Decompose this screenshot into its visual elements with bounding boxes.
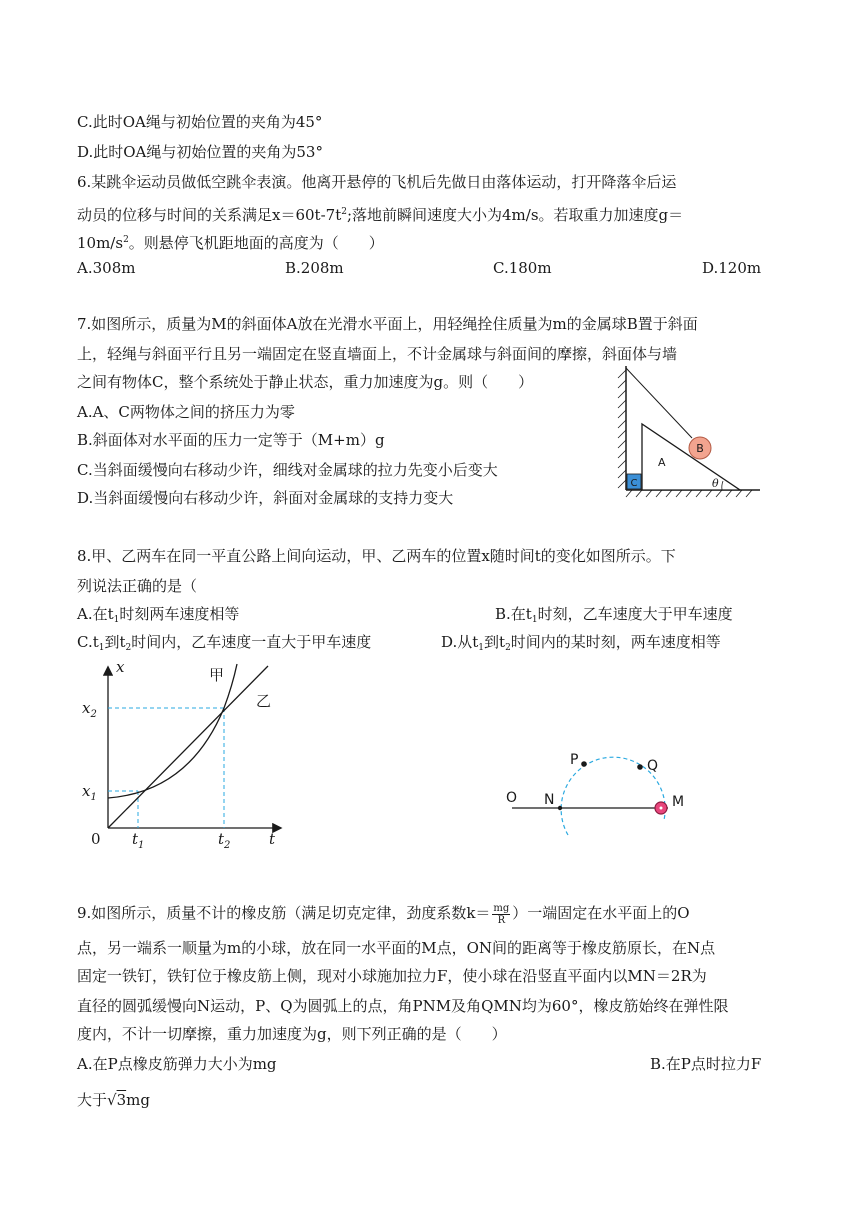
q9-stem-line1: 9.如图所示，质量不计的橡皮筋（满足切克定律，劲度系数k＝ $\frac{mg}{R}$ ）一端固定在水平面上的O [77,902,690,926]
curve-yi [108,666,268,828]
xt-graph [80,656,290,850]
q9-option-b-line1: B.在P点时拉力F [650,1055,762,1073]
point-p [581,761,587,767]
svg-text:B: B [696,442,704,455]
q9-stem-line2: 点，另一端系一顺量为m的小球，放在同一水平面的M点，ON间的距离等于橡皮筋原长，在N点 [77,939,716,957]
q9-stem-line3: 固定一铁钉，铁钉位于橡皮筋上侧，现对小球施加拉力F，使小球在沿竖直平面内以MN＝2R为 [77,967,707,985]
q5-option-c: C.此时OA绳与初始位置的夹角为45° [77,113,323,131]
q6-stem-line1: 6.某跳伞运动员做低空跳伞表演。他离开悬停的飞机后先做日由落体运动，打开降落伞后运 [77,173,677,191]
q6-option-a: A.308m [77,259,136,277]
q9-stem-line5: 度内，不计一切摩擦，重力加速度为g，则下列正确的是（ ） [77,1025,507,1043]
q5-option-d: D.此时OA绳与初始位置的夹角为53° [77,143,323,161]
q9-option-b-line2: 大于√3mg [77,1091,150,1109]
q9-option-a: A.在P点橡皮筋弹力大小为mg [77,1055,277,1073]
q7-option-c: C.当斜面缓慢向右移动少许，细线对金属球的拉力先变小后变大 [77,461,498,479]
q8-option-b: B.在$t_1$时刻，乙车速度大于甲车速度 [495,605,733,625]
q8-stem-line1: 8.甲、乙两车在同一平直公路上间向运动，甲、乙两车的位置x随时间t的变化如图所示。下 [77,547,676,565]
svg-text:0: 0 [91,830,101,848]
q8-option-d: D.从$t_1$到$t_2$时间内的某时刻，两车速度相等 [441,633,721,653]
q8-stem-line2: 列说法正确的是（ [77,577,198,595]
svg-text:A: A [658,456,666,469]
arc-figure [496,740,696,840]
spring-constant-fraction: $\frac{mg}{R}$ [493,902,510,926]
curve-jia [108,664,237,798]
svg-text:t: t [269,830,276,848]
q6-option-b: B.208m [285,259,344,277]
q9-stem-line4: 直径的圆弧缓慢向N运动，P、Q为圆弧上的点，角PNM及角QMN均为60°，橡皮筋始终在弹性限 [77,997,729,1015]
svg-text:Q: Q [647,758,659,774]
q7-stem-line2: 上，轻绳与斜面平行且另一端固定在竖直墙面上，不计金属球与斜面间的摩擦，斜面体与墙 [77,345,678,363]
q6-stem-line3: $10m/s^2$。则悬停飞机距地面的高度为（ ） [77,234,384,252]
svg-text:C: C [630,478,638,489]
svg-text:x1: $x_1$ [82,782,97,803]
svg-text:t2: $t_2$ [218,830,231,850]
q6-stem-line2: 动员的位移与时间的关系满足$x=60t-7t^2$;落地前瞬间速度大小为4m/s。若取重力加速度g＝ [77,206,684,224]
svg-text:x2: $x_2$ [82,699,97,720]
q7-option-a: A.A、C两物体之间的挤压力为零 [77,403,295,421]
svg-text:M: M [672,794,685,810]
incline-a [642,424,740,490]
svg-text:甲: 甲 [209,666,225,684]
incline-figure [612,360,764,500]
svg-text:N: N [544,792,555,808]
svg-text:O: O [506,790,518,806]
q7-option-d: D.当斜面缓慢向右移动少许，斜面对金属球的支持力变大 [77,489,454,507]
svg-text:乙: 乙 [256,692,272,710]
q6-option-c: C.180m [493,259,552,277]
q8-option-a: A.在$t_1$时刻两车速度相等 [77,605,240,625]
svg-text:x: x [116,658,125,676]
svg-text:P: P [570,752,579,768]
q6-option-d: D.120m [702,259,762,277]
svg-text:t1: $t_1$ [132,830,145,850]
q7-stem-line3: 之间有物体C，整个系统处于静止状态，重力加速度为g。则（ ） [77,373,534,391]
q8-option-c: $C.t_1$到$t_2$时间内，乙车速度一直大于甲车速度 [77,633,372,653]
nail-n [558,806,562,810]
point-q [637,764,643,770]
q7-stem-line1: 7.如图所示，质量为M的斜面体A放在光滑水平面上，用轻绳拴住质量为m的金属球B置于斜面 [77,315,698,333]
q7-option-b: B.斜面体对水平面的压力一定等于（M+m）g [77,431,385,449]
svg-text:θ: θ [712,477,719,490]
